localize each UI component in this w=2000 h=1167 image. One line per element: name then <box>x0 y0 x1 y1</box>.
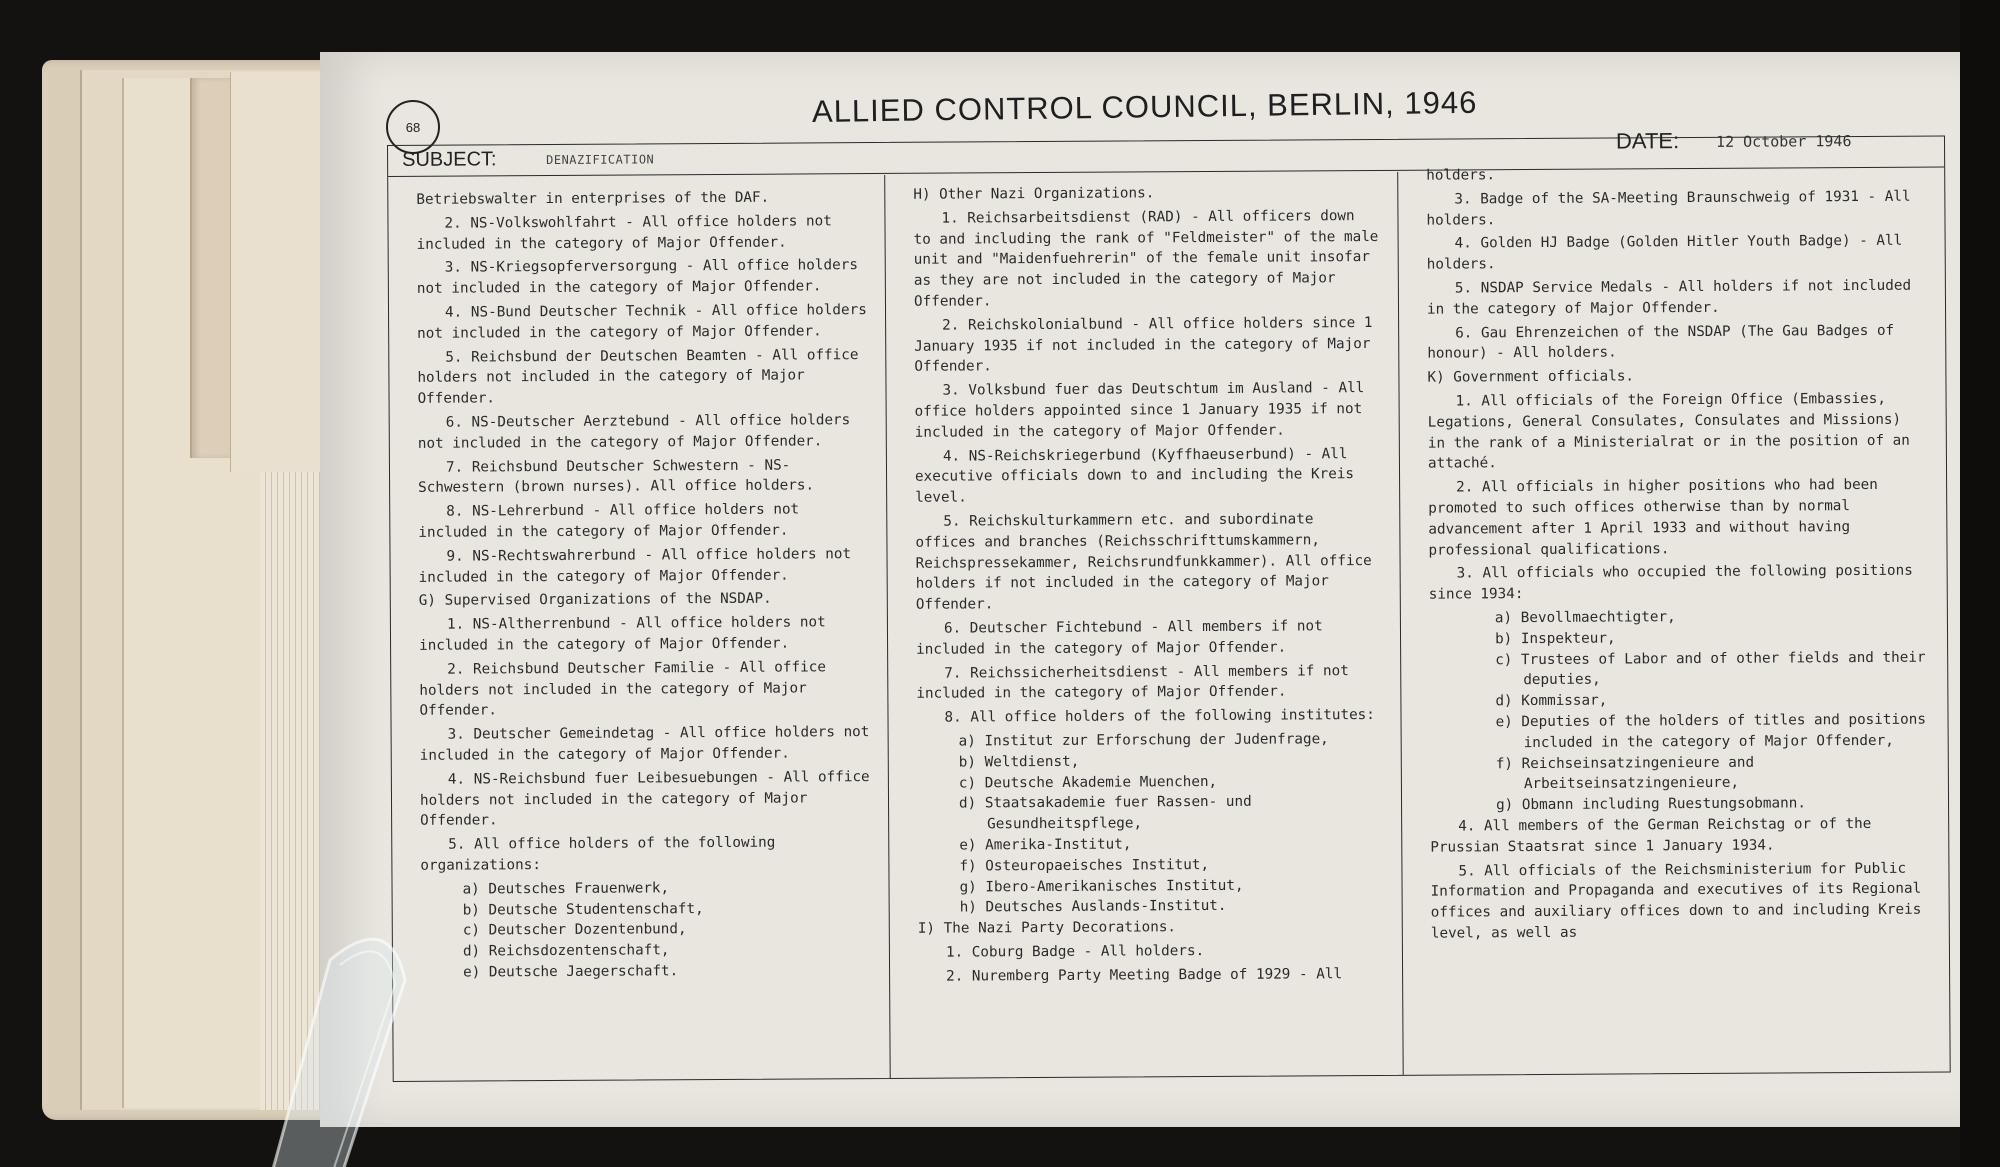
paragraph: 9. NS-Rechtswahrerbund - All office holders not included in the category of Major Offender. <box>418 545 852 586</box>
paragraph: holders. <box>1426 167 1496 184</box>
paragraph: 5. NSDAP Service Medals - All holders if not included in the category of Major Offender. <box>1426 277 1912 318</box>
subject-value: DENAZIFICATION <box>546 152 655 168</box>
paragraph: 2. Reichsbund Deutscher Familie - All office holders not included in the category of Major Offender. <box>419 659 826 720</box>
paragraph: 7. Reichssicherheitsdienst - All members if not included in the category of Major Offender. <box>916 662 1349 703</box>
paragraph: G) Supervised Organizations of the NSDAP. <box>418 591 772 610</box>
paragraph: f) Osteuropaeisches Institut, <box>959 856 1210 875</box>
paragraph: g) Ibero-Amerikanisches Institut, <box>959 877 1244 896</box>
paragraph: 2. All officials in higher positions who had been promoted to such offices otherwise than by normal advancement after 1 April 1933 and without having professional qualifications. <box>1428 477 1878 559</box>
page-title: ALLIED CONTROL COUNCIL, BERLIN, 1946 <box>811 84 1478 129</box>
paragraph: 2. Reichskolonialbund - All office holders since 1 January 1935 if not included in the category of Major Offender. <box>914 314 1373 376</box>
paragraph: 2. Nuremberg Party Meeting Badge of 1929 - All <box>946 965 1343 985</box>
glass-pointer <box>270 920 470 1167</box>
paragraph: 5. Reichsbund der Deutschen Beamten - All office holders not included in the category of Major Offender. <box>417 346 859 407</box>
paragraph: 5. Reichskulturkammern etc. and subordinate offices and branches (Reichsschrifttumskammern, Reichspressekammer, Reichsrundfunkkammer). All office holders if not included in the category of Major Offender. <box>915 511 1372 613</box>
paragraph: 4. NS-Reichsbund fuer Leibesuebungen - All office holders not included in the category of Major Offender. <box>419 768 870 830</box>
paragraph: I) The Nazi Party Decorations. <box>917 919 1177 937</box>
content-frame <box>387 128 1951 1081</box>
paragraph: 5. All office holders of the following organizations: <box>420 834 776 874</box>
paragraph: h) Deutsches Auslands-Institut. <box>959 898 1227 916</box>
paragraph: H) Other Nazi Organizations. <box>913 185 1155 203</box>
date-value: 12 October 1946 <box>1715 132 1852 151</box>
paragraph: 3. Badge of the SA-Meeting Braunschweig of 1931 - All holders. <box>1426 188 1911 229</box>
paragraph: d) Kommissar, <box>1495 692 1608 710</box>
column-right <box>1398 169 1948 1075</box>
paragraph: Betriebswalter in enterprises of the DAF. <box>416 189 770 208</box>
paragraph: 1. Reichsarbeitsdienst (RAD) - All officers down to and including the rank of "Feldmeister" of the male unit and "Maidenfuehrerin" of the female unit insofar as they are not included in the category of Major Offender. <box>913 207 1379 310</box>
paragraph: 7. Reichsbund Deutscher Schwestern - NS-Schwestern (brown nurses). All office holders. <box>418 457 815 497</box>
paragraph: c) Deutscher Dozentenbund, <box>462 921 687 939</box>
date-label: DATE: <box>1615 128 1680 154</box>
paragraph: 4. Golden HJ Badge (Golden Hitler Youth Badge) - All holders. <box>1426 233 1903 273</box>
column-middle-text <box>913 182 1384 990</box>
column-middle <box>885 172 1404 1078</box>
paragraph: 1. Coburg Badge - All holders. <box>945 942 1205 961</box>
paragraph: 2. NS-Volkswohlfahrt - All office holders not included in the category of Major Offender. <box>416 213 832 253</box>
paragraph: 4. NS-Bund Deutscher Technik - All office holders not included in the category of Major Offender. <box>417 302 867 342</box>
paragraph: f) Reichseinsatzingenieure and Arbeitseinsatzingenieure, <box>1495 754 1755 793</box>
paragraph: e) Deutsche Jaegerschaft. <box>463 963 679 981</box>
paragraph: 3. Deutscher Gemeindetag - All office holders not included in the category of Major Offender. <box>419 724 870 764</box>
paragraph: 1. NS-Altherrenbund - All office holders not included in the category of Major Offender. <box>419 614 826 654</box>
paragraph: e) Deputies of the holders of titles and positions included in the category of Major Offender, <box>1495 711 1926 751</box>
paragraph: b) Deutsche Studentenschaft, <box>462 900 704 919</box>
paragraph: d) Staatsakademie fuer Rassen- und Gesundheitspflege, <box>958 794 1252 833</box>
paragraph: g) Obmann including Ruestungsobmann. <box>1496 795 1806 814</box>
paragraph: 3. NS-Kriegsopferversorgung - All office holders not included in the category of Major Offender. <box>416 257 858 298</box>
paragraph: c) Trustees of Labor and of other fields and their deputies, <box>1495 649 1926 689</box>
column-left-text <box>416 187 871 983</box>
paragraph: K) Government officials. <box>1427 368 1635 386</box>
paragraph: 6. Gau Ehrenzeichen of the NSDAP (The Gau Badges of honour) - All holders. <box>1427 322 1895 363</box>
subject-label: SUBJECT: <box>402 148 497 171</box>
paragraph: b) Inspekteur, <box>1494 630 1616 647</box>
paragraph: 6. NS-Deutscher Aerztebund - All office holders not included in the category of Major Offender. <box>417 412 851 452</box>
paragraph: 5. All officials of the Reichsministerium for Public Information and Propaganda and executives of its Regional offices and auxiliary offices down to and including Kreis level, as well as <box>1430 860 1922 942</box>
paragraph: 4. All members of the German Reichstag or of the Prussian Staatsrat since 1 January 1934. <box>1430 815 1872 856</box>
paragraph: 3. All officials who occupied the following positions since 1934: <box>1428 563 1913 603</box>
paragraph: 4. NS-Reichskriegerbund (Kyffhaeuserbund) - All executive officials down to and including the Kreis level. <box>914 445 1355 506</box>
paragraph: b) Weltdienst, <box>958 753 1080 771</box>
paragraph: 8. All office holders of the following institutes: <box>944 707 1375 726</box>
page-number: 68 <box>386 100 440 154</box>
torn-page <box>230 72 331 472</box>
paragraph: 1. All officials of the Foreign Office (Embassies, Legations, General Consulates, Consulates and Missions) in the rank of a Ministerialrat or in the position of an attaché. <box>1427 390 1910 473</box>
paragraph: c) Deutsche Akademie Muenchen, <box>958 773 1218 792</box>
paragraph: d) Reichsdozentenschaft, <box>462 942 670 960</box>
paragraph: a) Bevollmaechtigter, <box>1494 609 1676 627</box>
paragraph: 3. Volksbund fuer das Deutschtum im Ausland - All office holders appointed since 1 January 1935 if not included in the category of Major Offender. <box>914 380 1365 441</box>
paragraph: 8. NS-Lehrerbund - All office holders not included in the category of Major Offender. <box>418 501 800 541</box>
column-right-text <box>1426 163 1929 948</box>
paragraph: a) Deutsches Frauenwerk, <box>462 879 670 898</box>
paragraph: e) Amerika-Institut, <box>959 836 1132 854</box>
paragraph: 6. Deutscher Fichtebund - All members if not included in the category of Major Offender. <box>916 618 1323 658</box>
background <box>1960 0 2000 1167</box>
paragraph: a) Institut zur Erforschung der Judenfrage, <box>958 731 1329 750</box>
